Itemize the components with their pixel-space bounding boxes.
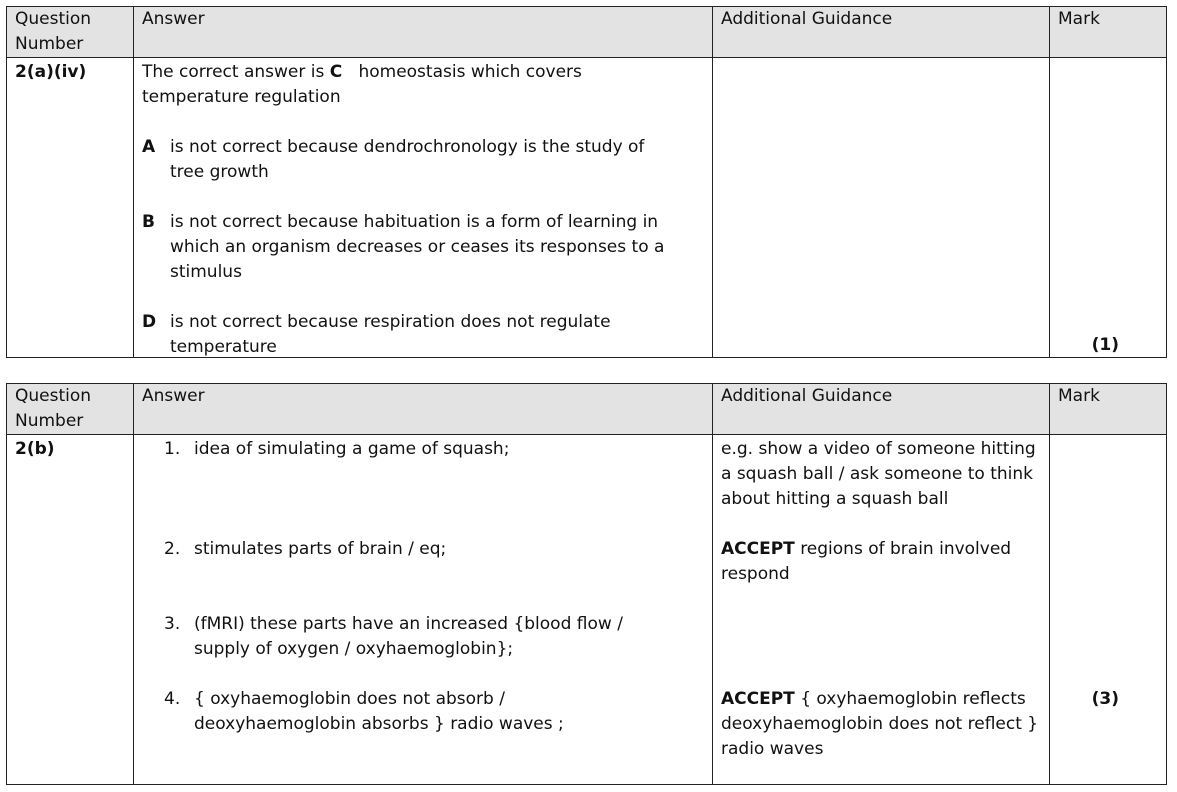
header-mark: Mark	[1058, 9, 1100, 29]
header-mark: Mark	[1058, 386, 1100, 406]
option-explanation	[142, 310, 662, 360]
option-text: is not correct because respiration does not regulate temperature	[170, 312, 611, 357]
guidance-text: e.g. show a video of someone hitting a squash ball / ask someone to think about hitting a squash ball	[721, 439, 1036, 509]
option-explanation	[142, 135, 662, 185]
point-number: 2.	[164, 539, 181, 559]
option-explanation	[142, 210, 672, 285]
option-letter: D	[142, 312, 157, 332]
guidance-cell	[713, 435, 1050, 785]
header-additional-guidance: Additional Guidance	[713, 384, 1050, 434]
mark-value: (1)	[1091, 335, 1119, 355]
guidance-text: { oxyhaemoglobin reflects deoxyhaemoglobin does not reflect } radio waves	[721, 689, 1039, 759]
point-number: 3.	[164, 614, 181, 634]
marking-point	[134, 437, 634, 462]
guidance-text: regions of brain involved respond	[721, 539, 1012, 584]
point-number: 4.	[164, 689, 181, 709]
marking-point	[134, 687, 584, 737]
guidance-note	[721, 687, 1041, 762]
option-letter: B	[142, 212, 155, 232]
option-text: is not correct because habituation is a form of learning in which an organism decreases or ceases its responses to a stimulus	[170, 212, 665, 282]
header-answer: Answer	[134, 7, 713, 57]
answer-cell	[134, 58, 713, 358]
header-additional-guidance: Additional Guidance	[713, 7, 1050, 57]
mark-scheme-table-2a-iv	[6, 6, 1167, 358]
header-question-number: Question Number	[7, 7, 134, 57]
table-row	[7, 58, 1166, 358]
answer-intro: The correct answer is	[142, 62, 325, 82]
table-header-row	[7, 384, 1166, 435]
question-number: 2(a)(iv)	[15, 62, 87, 82]
point-text: (fMRI) these parts have an increased {blood flow / supply of oxygen / oxyhaemoglobin};	[194, 614, 623, 659]
point-text: idea of simulating a game of squash;	[194, 439, 510, 459]
mark-scheme-table-2b	[6, 383, 1167, 785]
guidance-note	[721, 437, 1041, 512]
point-text: stimulates parts of brain / eq;	[194, 539, 447, 559]
marking-point	[134, 612, 639, 662]
mark-cell	[1050, 58, 1166, 358]
mark-value: (3)	[1091, 689, 1119, 709]
header-question-number: Question Number	[7, 384, 134, 434]
guidance-keyword: ACCEPT	[721, 539, 795, 559]
guidance-keyword: ACCEPT	[721, 689, 795, 709]
question-number: 2(b)	[15, 439, 55, 459]
question-number-cell	[7, 435, 134, 785]
point-number: 1.	[164, 439, 181, 459]
mark-cell	[1050, 435, 1166, 785]
table-header-row	[7, 7, 1166, 58]
marking-point	[134, 537, 634, 562]
guidance-cell	[713, 58, 1050, 358]
header-answer: Answer	[134, 384, 713, 434]
option-letter: A	[142, 137, 156, 157]
answer-text: homeostasis which covers temperature regulation	[142, 62, 582, 107]
question-number-cell	[7, 58, 134, 358]
option-text: is not correct because dendrochronology is the study of tree growth	[170, 137, 645, 182]
table-row	[7, 435, 1166, 785]
point-text: { oxyhaemoglobin does not absorb / deoxyhaemoglobin absorbs } radio waves ;	[194, 689, 564, 734]
answer-cell	[134, 435, 713, 785]
correct-answer-statement	[142, 60, 612, 110]
answer-letter: C	[329, 62, 343, 82]
guidance-note	[721, 537, 1041, 587]
